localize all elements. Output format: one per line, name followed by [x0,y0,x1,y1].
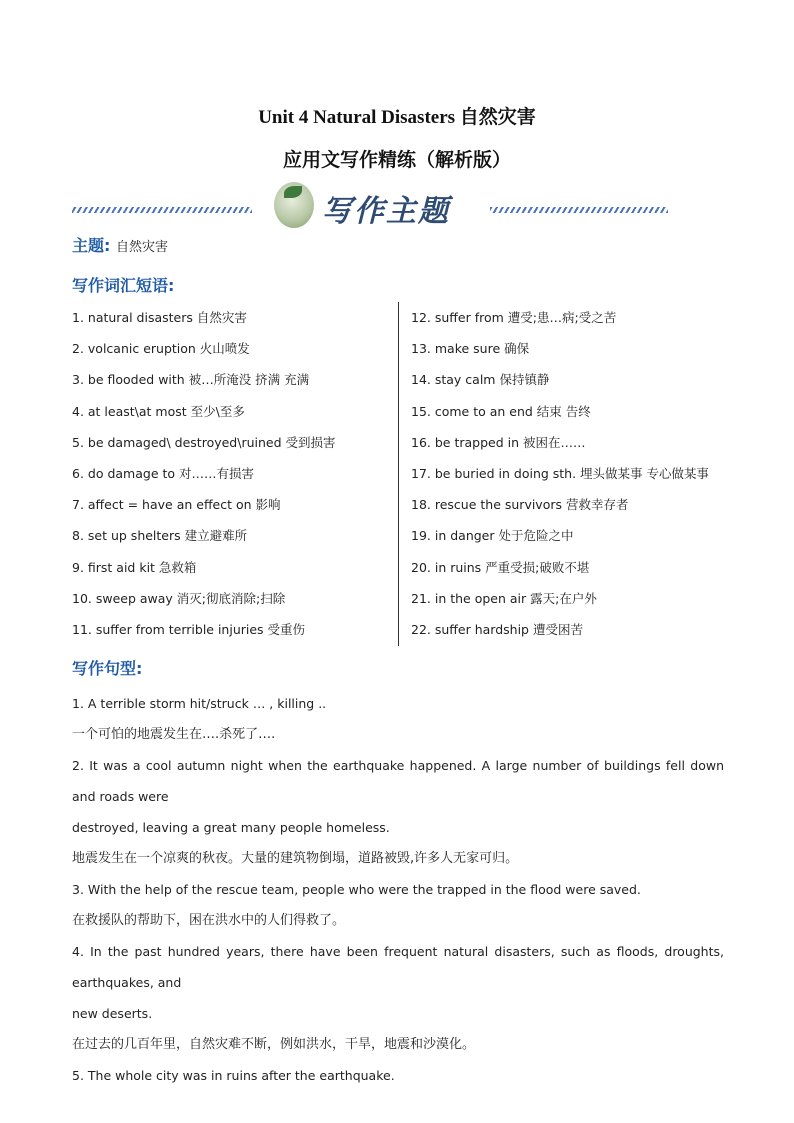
vocab-item: 12. suffer from 遭受;患…病;受之苦 [411,310,617,325]
sentence-translation: 在过去的几百年里，自然灾难不断，例如洪水，干旱，地震和沙漠化。 [72,1037,476,1052]
vocab-item: 5. be damaged\ destroyed\ruined 受到损害 [72,434,336,450]
vocab-item: 2. volcanic eruption 火山喷发 [72,341,250,357]
vocab-item: 8. set up shelters 建立避难所 [72,528,248,544]
vocab-item: 17. be buried in doing sth. 埋头做某事 专心做某事 [411,465,710,481]
vocab-item: 6. do damage to 对……有损害 [72,465,255,481]
theme-label: 主题: [72,236,111,255]
vocab-item: 3. be flooded with 被…所淹没 挤满 充满 [72,372,310,388]
vocab-item: 16. be trapped in 被困在…… [411,434,586,450]
vocab-item: 9. first aid kit 急救箱 [72,559,197,575]
vocab-item: 13. make sure 确保 [411,341,530,357]
page-subtitle: 应用文写作精练（解析版） [282,150,511,171]
vocab-column-right [411,302,731,645]
vocab-item: 18. rescue the survivors 营救幸存者 [411,497,629,513]
banner-hatch-left [72,207,252,213]
sentence-line: 4. In the past hundred years, there have been frequent natural disasters, such as floods, droughts, earthquakes, and [72,944,724,990]
vocab-item: 22. suffer hardship 遭受困苦 [411,621,583,637]
sentence-translation: 地震发生在一个凉爽的秋夜。大量的建筑物倒塌，道路被毁,许多人无家可归。 [72,851,519,866]
vocab-item: 19. in danger 处于危险之中 [411,528,574,544]
vocab-item: 21. in the open air 露天;在户外 [411,590,597,606]
sentence-line: destroyed, leaving a great many people homeless. [72,820,390,835]
sentence-list [72,688,724,1091]
sentence-translation: 一个可怕的地震发生在….杀死了…. [72,727,276,742]
vocab-item: 4. at least\at most 至少\至多 [72,403,245,419]
theme-value: 自然灾害 [115,240,168,255]
vocab-heading: 写作词汇短语: [72,276,175,295]
banner-badge [272,180,486,232]
sentences-heading: 写作句型: [72,659,143,678]
vocab-item: 14. stay calm 保持镇静 [411,372,550,388]
vocab-item: 15. come to an end 结束 告终 [411,403,591,419]
vocab-table [72,302,732,646]
vocab-item: 1. natural disasters 自然灾害 [72,310,247,325]
banner-text: 写作主题 [322,194,450,229]
vocab-item: 11. suffer from terrible injuries 受重伤 [72,621,306,637]
section-banner [72,180,668,232]
sentence-line: 1. A terrible storm hit/struck … , killing .. [72,696,327,711]
sentence-translation: 在救援队的帮助下，困在洪水中的人们得救了。 [72,913,346,928]
vocab-item: 10. sweep away 消灭;彻底消除;扫除 [72,590,286,606]
page-title: Unit 4 Natural Disasters 自然灾害 [258,107,536,128]
vocab-item: 7. affect = have an effect on 影响 [72,497,281,513]
theme-line [72,233,168,256]
column-divider [398,302,399,646]
vocab-item: 20. in ruins 严重受损;破败不堪 [411,559,590,575]
sentence-line: 3. With the help of the rescue team, people who were the trapped in the flood were saved. [72,882,641,897]
vocab-column-left [72,302,392,645]
sentence-line: 5. The whole city was in ruins after the earthquake. [72,1068,395,1083]
sentence-line: 2. It was a cool autumn night when the earthquake happened. A large number of buildings fell down and roads were [72,758,724,804]
banner-hatch-right [490,207,668,213]
sentence-line: new deserts. [72,1006,153,1021]
